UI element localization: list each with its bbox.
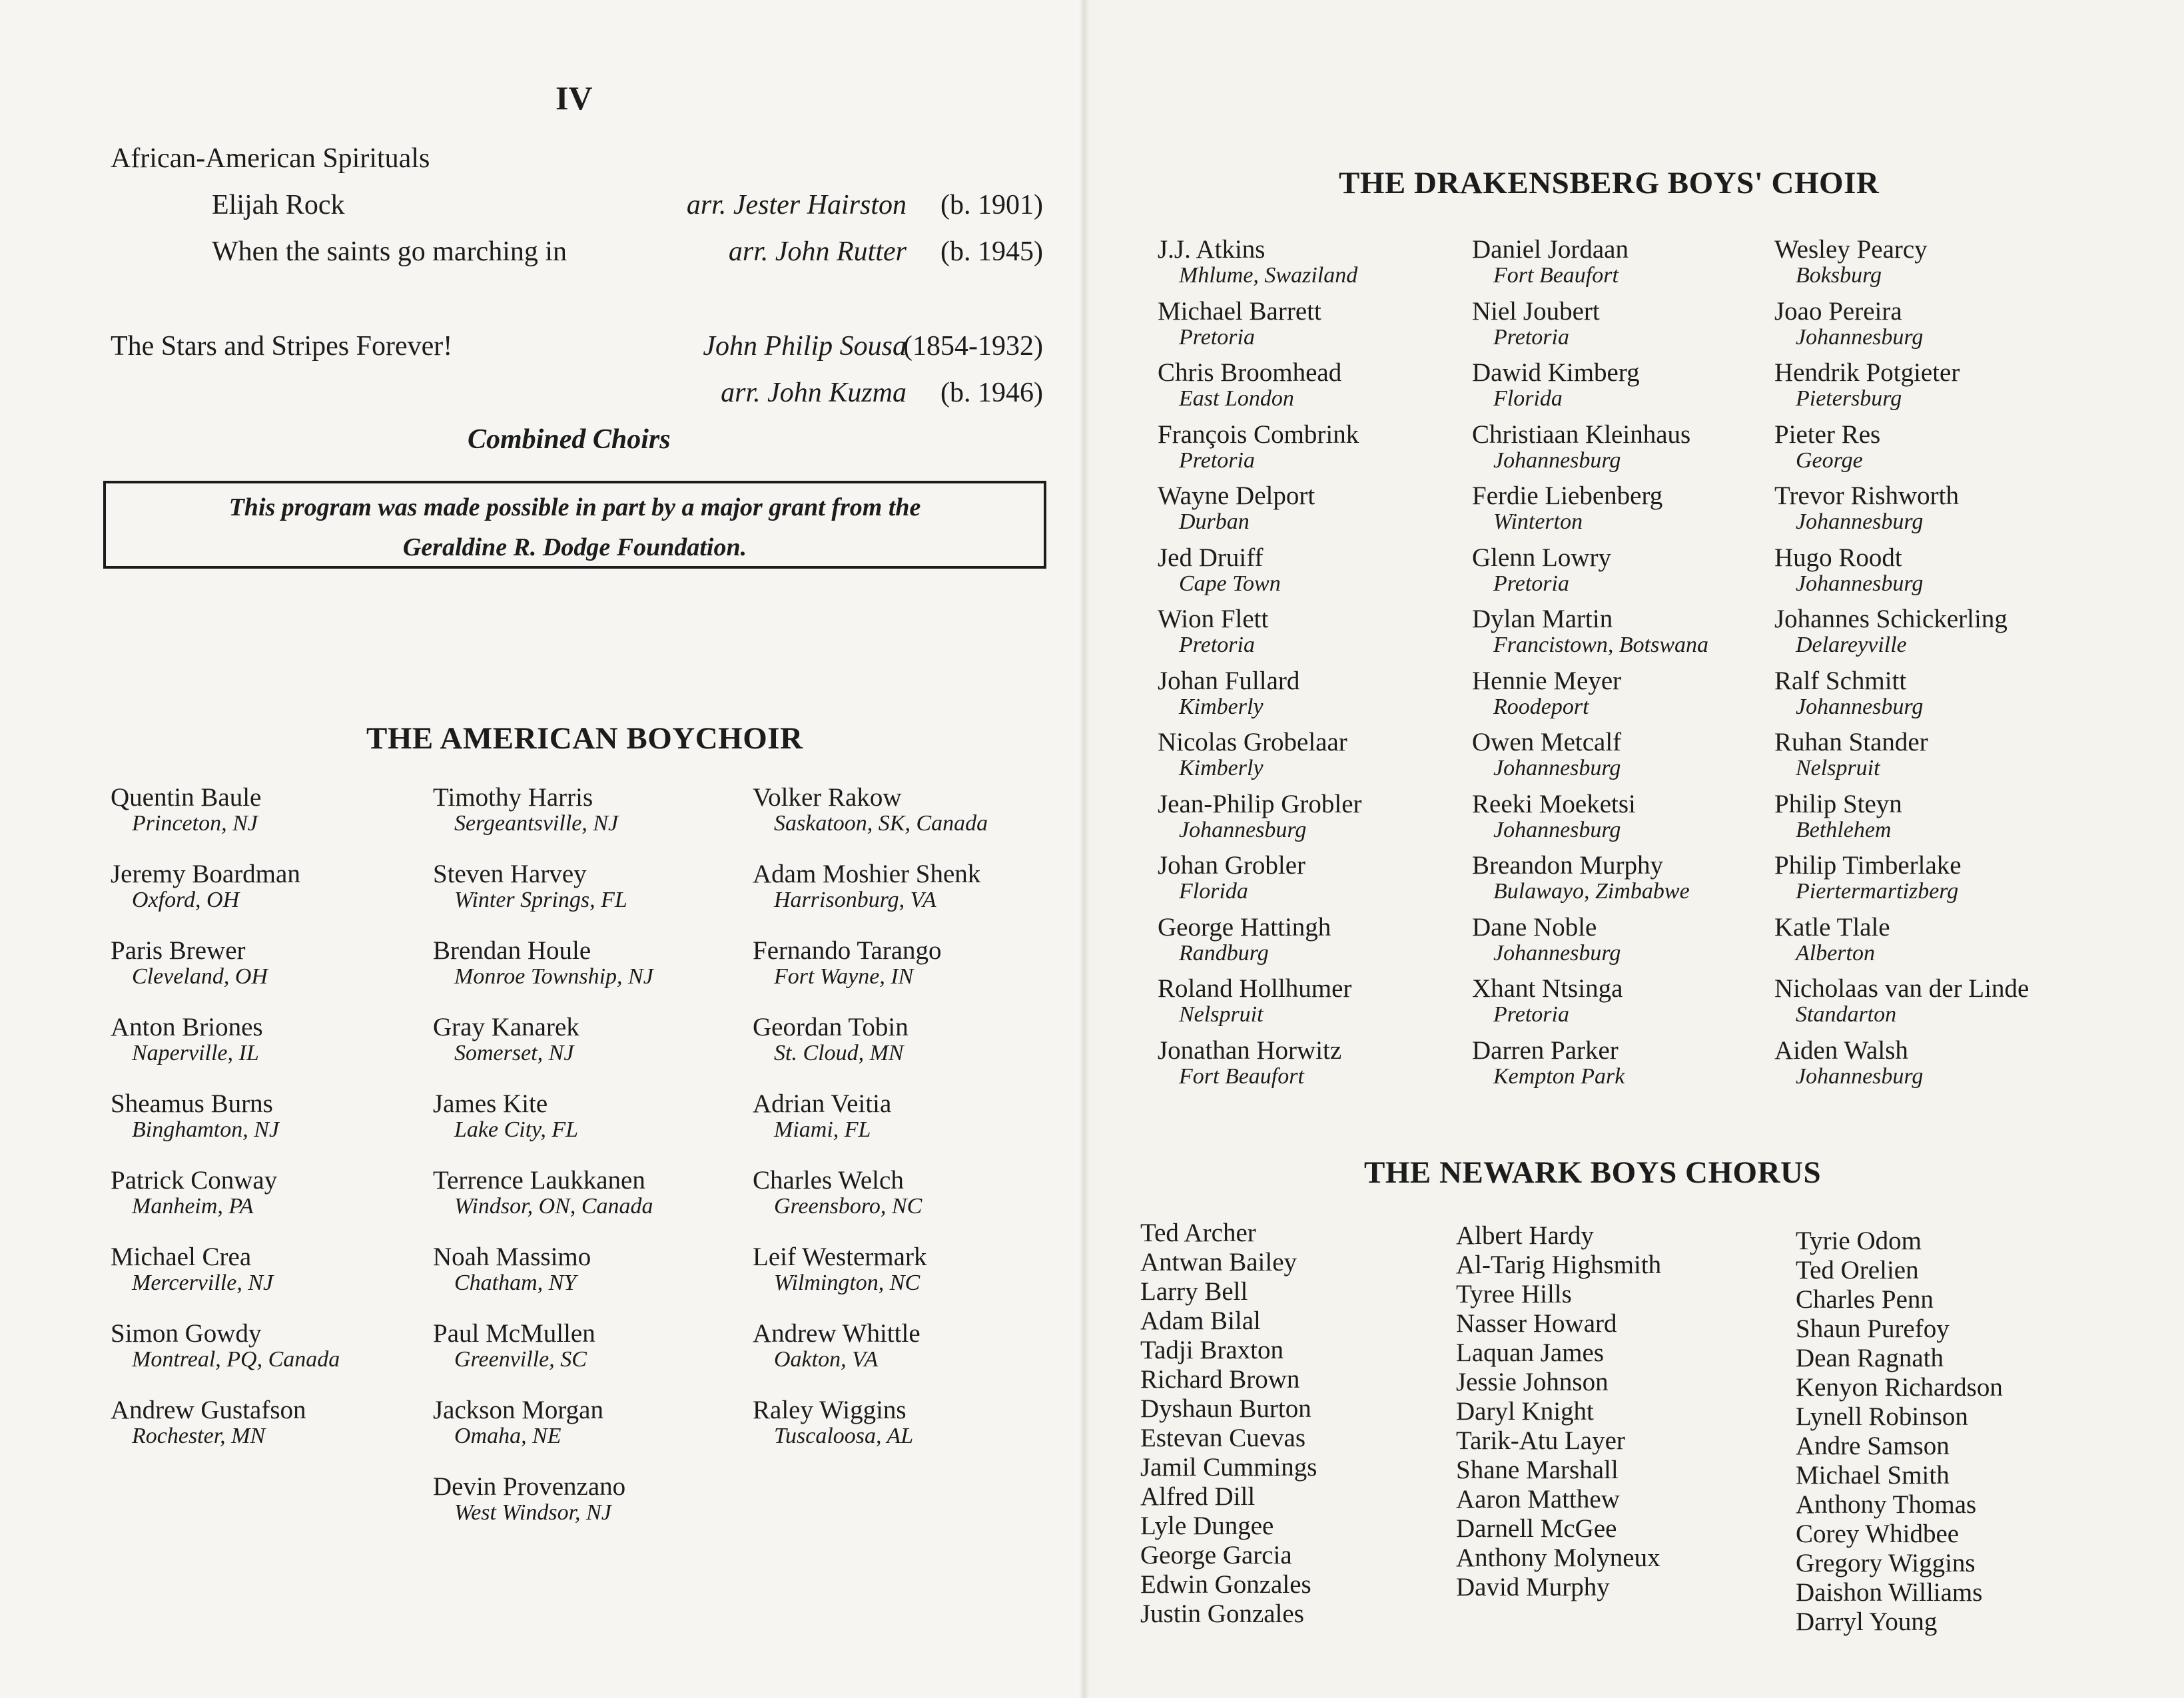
member-hometown: Princeton, NJ (132, 811, 258, 836)
member-hometown: Pretoria (1179, 324, 1255, 350)
member-name: Darren Parker (1472, 1035, 1619, 1065)
member-name: Pieter Res (1774, 420, 1881, 449)
member-hometown: Francistown, Botswana (1493, 633, 1709, 657)
grant-line: This program was made possible in part by a major grant from the (228, 493, 921, 521)
drakensberg-member (1472, 1037, 1625, 1089)
member-hometown: Johannesburg (1796, 571, 1924, 596)
member-name: Hendrik Potgieter (1774, 358, 1960, 387)
drakensberg-member (1774, 728, 1928, 780)
newark-member: Estevan Cuevas (1140, 1424, 1306, 1452)
member-name: Michael Crea (111, 1243, 252, 1271)
newark-member: Tyree Hills (1456, 1280, 1572, 1308)
program-item-dates: (b. 1901) (940, 190, 1043, 220)
american-boychoir-member (753, 937, 942, 989)
member-name: Xhant Ntsinga (1472, 974, 1623, 1003)
member-hometown: Johannesburg (1179, 817, 1307, 842)
program-item-title: Elijah Rock (212, 190, 345, 220)
newark-member: Dean Ragnath (1796, 1344, 1944, 1372)
drakensberg-member (1158, 790, 1362, 842)
newark-member: George Garcia (1140, 1541, 1292, 1569)
drakensberg-member (1472, 482, 1662, 534)
member-name: Joao Pereira (1774, 296, 1902, 326)
page-fold (1079, 0, 1090, 1698)
american-boychoir-member (433, 1090, 578, 1142)
newark-member: Darnell McGee (1456, 1514, 1617, 1543)
grant-line: Geraldine R. Dodge Foundation. (402, 533, 747, 561)
member-hometown: Fort Beaufort (1493, 263, 1619, 288)
drakensberg-member (1158, 421, 1359, 473)
member-hometown: Fort Beaufort (1179, 1063, 1304, 1089)
member-hometown: Kempton Park (1493, 1063, 1625, 1089)
member-name: Adam Moshier Shenk (753, 860, 981, 888)
american-boychoir-member (433, 1243, 591, 1295)
american-boychoir-member (433, 1167, 653, 1219)
member-name: Chris Broomhead (1158, 358, 1342, 387)
newark-member: Jessie Johnson (1456, 1368, 1609, 1396)
drakensberg-member (1472, 975, 1623, 1027)
member-name: Nicholaas van der Linde (1774, 974, 2029, 1003)
newark-member: Tadji Braxton (1140, 1336, 1283, 1364)
member-hometown: Rochester, MN (132, 1424, 266, 1448)
member-name: Fernando Tarango (753, 936, 942, 965)
american-boychoir-member (753, 784, 988, 836)
drakensberg-member (1158, 544, 1281, 596)
drakensberg-title: THE DRAKENSBERG BOYS' CHOIR (1339, 166, 1880, 200)
member-name: Sheamus Burns (111, 1089, 273, 1118)
member-name: Hugo Roodt (1774, 543, 1902, 572)
member-name: Leif Westermark (753, 1243, 927, 1271)
member-name: Timothy Harris (433, 783, 593, 812)
member-name: Andrew Gustafson (111, 1396, 306, 1424)
drakensberg-member (1472, 728, 1621, 780)
drakensberg-member (1472, 544, 1611, 596)
drakensberg-member (1774, 421, 1880, 473)
newark-member: Nasser Howard (1456, 1309, 1617, 1338)
member-hometown: George (1796, 447, 1863, 473)
member-name: Jed Druiff (1158, 543, 1264, 572)
member-name: Wayne Delport (1158, 481, 1315, 510)
american-boychoir-member (753, 1396, 913, 1448)
member-name: Steven Harvey (433, 860, 587, 888)
newark-column (1140, 1219, 1317, 1629)
member-hometown: Durban (1179, 509, 1250, 534)
drakensberg-member (1472, 790, 1636, 842)
member-name: Jean-Philip Grobler (1158, 789, 1362, 818)
drakensberg-member (1158, 914, 1331, 966)
newark-member: Laquan James (1456, 1338, 1605, 1367)
newark-member: Edwin Gonzales (1140, 1570, 1311, 1599)
member-hometown: Cleveland, OH (132, 964, 268, 989)
member-name: Jonathan Horwitz (1158, 1035, 1342, 1065)
american-boychoir-member (433, 1473, 625, 1525)
program-item-title: When the saints go marching in (212, 236, 567, 267)
newark-member: Shaun Purefoy (1796, 1314, 1950, 1343)
drakensberg-member (1158, 728, 1347, 780)
member-hometown: Naperville, IL (132, 1041, 259, 1065)
newark-member: Aaron Matthew (1456, 1485, 1620, 1514)
newark-member: Shane Marshall (1456, 1456, 1619, 1484)
newark-member: Ted Orelien (1796, 1256, 1919, 1284)
member-name: Trevor Rishworth (1774, 481, 1959, 510)
member-name: Dawid Kimberg (1472, 358, 1640, 387)
drakensberg-member (1774, 667, 1923, 719)
drakensberg-member (1472, 236, 1629, 288)
member-hometown: Bulawayo, Zimbabwe (1493, 879, 1690, 904)
member-hometown: Piertermartizberg (1796, 879, 1959, 904)
newark-column (1796, 1227, 2003, 1637)
newark-member: Daryl Knight (1456, 1397, 1594, 1426)
member-hometown: Johannesburg (1493, 940, 1621, 966)
drakensberg-member (1158, 298, 1321, 350)
american-boychoir-member (111, 1320, 340, 1372)
member-name: Quentin Baule (111, 783, 262, 812)
member-name: Hennie Meyer (1472, 666, 1622, 695)
member-name: Owen Metcalf (1472, 728, 1622, 756)
member-hometown: St. Cloud, MN (774, 1041, 904, 1065)
american-boychoir-member (753, 1013, 909, 1065)
program-item-composer: arr. John Kuzma (721, 378, 907, 408)
drakensberg-member (1472, 359, 1640, 411)
drakensberg-member (1158, 605, 1268, 657)
newark-member: Alfred Dill (1140, 1482, 1256, 1511)
member-hometown: Roodeport (1493, 694, 1589, 719)
newark-member: Adam Bilal (1140, 1306, 1261, 1335)
member-hometown: Cape Town (1179, 571, 1281, 596)
newark-member: Anthony Thomas (1796, 1490, 1977, 1519)
american-boychoir-member (111, 1243, 273, 1295)
member-name: Dylan Martin (1472, 605, 1613, 633)
member-name: Nicolas Grobelaar (1158, 728, 1347, 756)
member-hometown: Pietersburg (1796, 386, 1902, 411)
program-item-dates: (b. 1945) (940, 236, 1043, 267)
drakensberg-member (1774, 298, 1923, 350)
member-name: Simon Gowdy (111, 1319, 262, 1348)
member-hometown: Windsor, ON, Canada (454, 1194, 653, 1219)
drakensberg-member (1158, 1037, 1341, 1089)
member-hometown: Miami, FL (774, 1117, 871, 1142)
american-boychoir-member (111, 1167, 277, 1219)
drakensberg-member (1472, 421, 1690, 473)
american-boychoir-member (111, 1090, 279, 1142)
program-item-title: The Stars and Stripes Forever! (111, 331, 453, 362)
newark-member: Kenyon Richardson (1796, 1373, 2003, 1402)
member-name: Johannes Schickerling (1774, 605, 2007, 633)
member-hometown: Greensboro, NC (774, 1194, 922, 1219)
american-boychoir-member (753, 860, 980, 912)
drakensberg-member (1774, 914, 1890, 966)
member-name: Raley Wiggins (753, 1396, 907, 1424)
member-name: Devin Provenzano (433, 1472, 626, 1501)
member-hometown: Nelspruit (1796, 756, 1880, 780)
member-name: George Hattingh (1158, 912, 1331, 942)
drakensberg-member (1774, 359, 1960, 411)
member-hometown: Omaha, NE (454, 1424, 561, 1448)
american-boychoir-member (433, 1013, 579, 1065)
member-name: Adrian Veitia (753, 1089, 892, 1118)
member-hometown: Monroe Township, NJ (454, 964, 653, 989)
newark-member: Daishon Williams (1796, 1578, 1983, 1607)
newark-member: Lynell Robinson (1796, 1402, 1968, 1431)
member-name: Christiaan Kleinhaus (1472, 420, 1691, 449)
member-name: Aiden Walsh (1774, 1035, 1908, 1065)
member-name: Breandon Murphy (1472, 851, 1664, 880)
member-hometown: Sergeantsville, NJ (454, 811, 619, 836)
member-name: Gray Kanarek (433, 1013, 579, 1041)
drakensberg-member (1774, 975, 2029, 1027)
member-hometown: Delareyville (1796, 633, 1907, 657)
american-boychoir-member (753, 1167, 922, 1219)
newark-member: Andre Samson (1796, 1432, 1950, 1460)
drakensberg-member (1472, 852, 1690, 904)
member-name: Johan Fullard (1158, 666, 1300, 695)
drakensberg-member (1158, 852, 1305, 904)
newark-member: Albert Hardy (1456, 1221, 1594, 1250)
drakensberg-member (1472, 605, 1708, 657)
movement-number: IV (555, 79, 593, 117)
newark-member: Darryl Young (1796, 1607, 1938, 1636)
member-name: Anton Briones (111, 1013, 263, 1041)
member-hometown: Binghamton, NJ (132, 1117, 279, 1142)
member-hometown: Bethlehem (1796, 817, 1892, 842)
member-name: Volker Rakow (753, 783, 902, 812)
member-hometown: Johannesburg (1493, 756, 1621, 780)
member-name: Michael Barrett (1158, 296, 1321, 326)
member-name: Niel Joubert (1472, 296, 1600, 326)
member-hometown: Boksburg (1796, 263, 1882, 288)
member-hometown: West Windsor, NJ (454, 1500, 611, 1525)
american-boychoir-member (111, 1013, 263, 1065)
member-hometown: Winter Springs, FL (454, 888, 627, 912)
american-boychoir-member (433, 1320, 595, 1372)
member-hometown: Manheim, PA (132, 1194, 254, 1219)
american-boychoir-member (753, 1243, 926, 1295)
program-item-composer: John Philip Sousa (703, 331, 907, 362)
member-hometown: Johannesburg (1493, 817, 1621, 842)
american-boychoir-member (753, 1320, 920, 1372)
member-name: Philip Steyn (1774, 789, 1902, 818)
member-hometown: Johannesburg (1796, 1063, 1924, 1089)
newark-member: Lyle Dungee (1140, 1512, 1274, 1540)
member-name: Glenn Lowry (1472, 543, 1612, 572)
member-hometown: Wilmington, NC (774, 1271, 920, 1295)
newark-member: Michael Smith (1796, 1461, 1950, 1490)
member-hometown: Lake City, FL (454, 1117, 579, 1142)
member-hometown: Pretoria (1179, 633, 1255, 657)
member-hometown: Pretoria (1493, 571, 1569, 596)
drakensberg-member (1158, 975, 1351, 1027)
american-boychoir-member (433, 784, 618, 836)
member-name: Jackson Morgan (433, 1396, 603, 1424)
member-name: Jeremy Boardman (111, 860, 300, 888)
american-boychoir-member (433, 860, 627, 912)
member-name: Katle Tlale (1774, 912, 1890, 942)
member-hometown: Johannesburg (1796, 694, 1924, 719)
member-name: Ralf Schmitt (1774, 666, 1907, 695)
newark-title: THE NEWARK BOYS CHORUS (1364, 1155, 1822, 1190)
newark-member: Dyshaun Burton (1140, 1394, 1311, 1423)
newark-member: Ted Archer (1140, 1219, 1256, 1247)
grant-acknowledgement-box (103, 481, 1046, 569)
american-boychoir-member (753, 1090, 891, 1142)
member-hometown: Standarton (1796, 1002, 1897, 1027)
member-hometown: Mhlume, Swaziland (1179, 263, 1358, 288)
member-hometown: Johannesburg (1493, 447, 1621, 473)
newark-member: Larry Bell (1140, 1277, 1248, 1306)
member-name: J.J. Atkins (1158, 235, 1266, 264)
drakensberg-member (1158, 359, 1341, 411)
member-hometown: Pretoria (1179, 447, 1255, 473)
member-hometown: Johannesburg (1796, 324, 1924, 350)
member-name: Andrew Whittle (753, 1319, 920, 1348)
drakensberg-member (1774, 236, 1928, 288)
member-hometown: Nelspruit (1179, 1002, 1264, 1027)
newark-member: Anthony Molyneux (1456, 1544, 1660, 1572)
member-name: Patrick Conway (111, 1166, 278, 1195)
drakensberg-member (1774, 852, 1962, 904)
member-hometown: East London (1179, 386, 1294, 411)
member-name: Paris Brewer (111, 936, 246, 965)
member-hometown: Somerset, NJ (454, 1041, 574, 1065)
member-name: Philip Timberlake (1774, 851, 1962, 880)
drakensberg-member (1472, 914, 1621, 966)
newark-member: Richard Brown (1140, 1365, 1300, 1394)
member-name: Paul McMullen (433, 1319, 595, 1348)
member-hometown: Randburg (1179, 940, 1269, 966)
member-hometown: Oxford, OH (132, 888, 240, 912)
newark-member: Gregory Wiggins (1796, 1549, 1976, 1577)
member-name: Wesley Pearcy (1774, 235, 1928, 264)
american-boychoir-member (111, 784, 261, 836)
newark-member: Tarik-Atu Layer (1456, 1426, 1625, 1455)
american-boychoir-member (111, 1396, 306, 1448)
member-hometown: Pretoria (1493, 1002, 1569, 1027)
newark-member: Corey Whidbee (1796, 1520, 1960, 1548)
american-boychoir-member (433, 937, 653, 989)
performers-label: Combined Choirs (468, 424, 671, 455)
american-boychoir-title: THE AMERICAN BOYCHOIR (366, 721, 803, 756)
member-hometown: Kimberly (1179, 756, 1264, 780)
member-hometown: Montreal, PQ, Canada (132, 1347, 340, 1372)
program-item-dates: (b. 1946) (940, 378, 1043, 408)
member-hometown: Tuscaloosa, AL (774, 1424, 914, 1448)
drakensberg-member (1158, 482, 1315, 534)
program-item-composer: arr. John Rutter (728, 236, 907, 267)
member-name: Noah Massimo (433, 1243, 591, 1271)
drakensberg-member (1472, 298, 1600, 350)
member-hometown: Chatham, NY (454, 1271, 577, 1295)
member-name: Geordan Tobin (753, 1013, 909, 1041)
member-name: François Combrink (1158, 420, 1359, 449)
member-hometown: Harrisonburg, VA (774, 888, 936, 912)
member-hometown: Fort Wayne, IN (774, 964, 914, 989)
newark-column (1456, 1221, 1661, 1602)
member-name: Johan Grobler (1158, 851, 1306, 880)
member-hometown: Winterton (1493, 509, 1583, 534)
newark-member: Antwan Bailey (1140, 1248, 1297, 1276)
drakensberg-member (1774, 790, 1902, 842)
member-name: Dane Noble (1472, 912, 1597, 942)
member-hometown: Florida (1493, 386, 1563, 411)
drakensberg-member (1774, 482, 1959, 534)
member-hometown: Johannesburg (1796, 509, 1924, 534)
drakensberg-member (1774, 605, 2007, 657)
member-name: Wion Flett (1158, 605, 1269, 633)
member-name: Reeki Moeketsi (1472, 789, 1636, 818)
member-name: Ferdie Liebenberg (1472, 481, 1663, 510)
newark-member: Al-Tarig Highsmith (1456, 1251, 1662, 1279)
member-hometown: Saskatoon, SK, Canada (774, 811, 988, 836)
newark-member: Justin Gonzales (1140, 1599, 1304, 1628)
drakensberg-member (1158, 236, 1357, 288)
member-name: Terrence Laukkanen (433, 1166, 645, 1195)
program-item-title: African-American Spirituals (111, 143, 430, 174)
newark-member: Tyrie Odom (1796, 1227, 1922, 1255)
member-name: Daniel Jordaan (1472, 235, 1629, 264)
member-hometown: Greenville, SC (454, 1347, 587, 1372)
member-name: James Kite (433, 1089, 548, 1118)
member-name: Ruhan Stander (1774, 728, 1928, 756)
american-boychoir-member (111, 937, 268, 989)
member-hometown: Oakton, VA (774, 1347, 879, 1372)
drakensberg-member (1472, 667, 1621, 719)
american-boychoir-member (433, 1396, 603, 1448)
drakensberg-member (1158, 667, 1299, 719)
newark-member: Jamil Cummings (1140, 1453, 1317, 1482)
american-boychoir-member (111, 860, 300, 912)
newark-member: David Murphy (1456, 1573, 1610, 1601)
member-hometown: Mercerville, NJ (132, 1271, 274, 1295)
member-name: Charles Welch (753, 1166, 904, 1195)
member-hometown: Kimberly (1179, 694, 1264, 719)
member-hometown: Florida (1179, 879, 1248, 904)
member-hometown: Pretoria (1493, 324, 1569, 350)
drakensberg-member (1774, 1037, 1923, 1089)
program-item-dates: (1854-1932) (903, 331, 1043, 362)
member-name: Brendan Houle (433, 936, 591, 965)
program-item-composer: arr. Jester Hairston (686, 190, 907, 220)
member-hometown: Alberton (1796, 940, 1875, 966)
drakensberg-member (1774, 544, 1923, 596)
newark-member: Charles Penn (1796, 1285, 1934, 1314)
member-name: Roland Hollhumer (1158, 974, 1352, 1003)
